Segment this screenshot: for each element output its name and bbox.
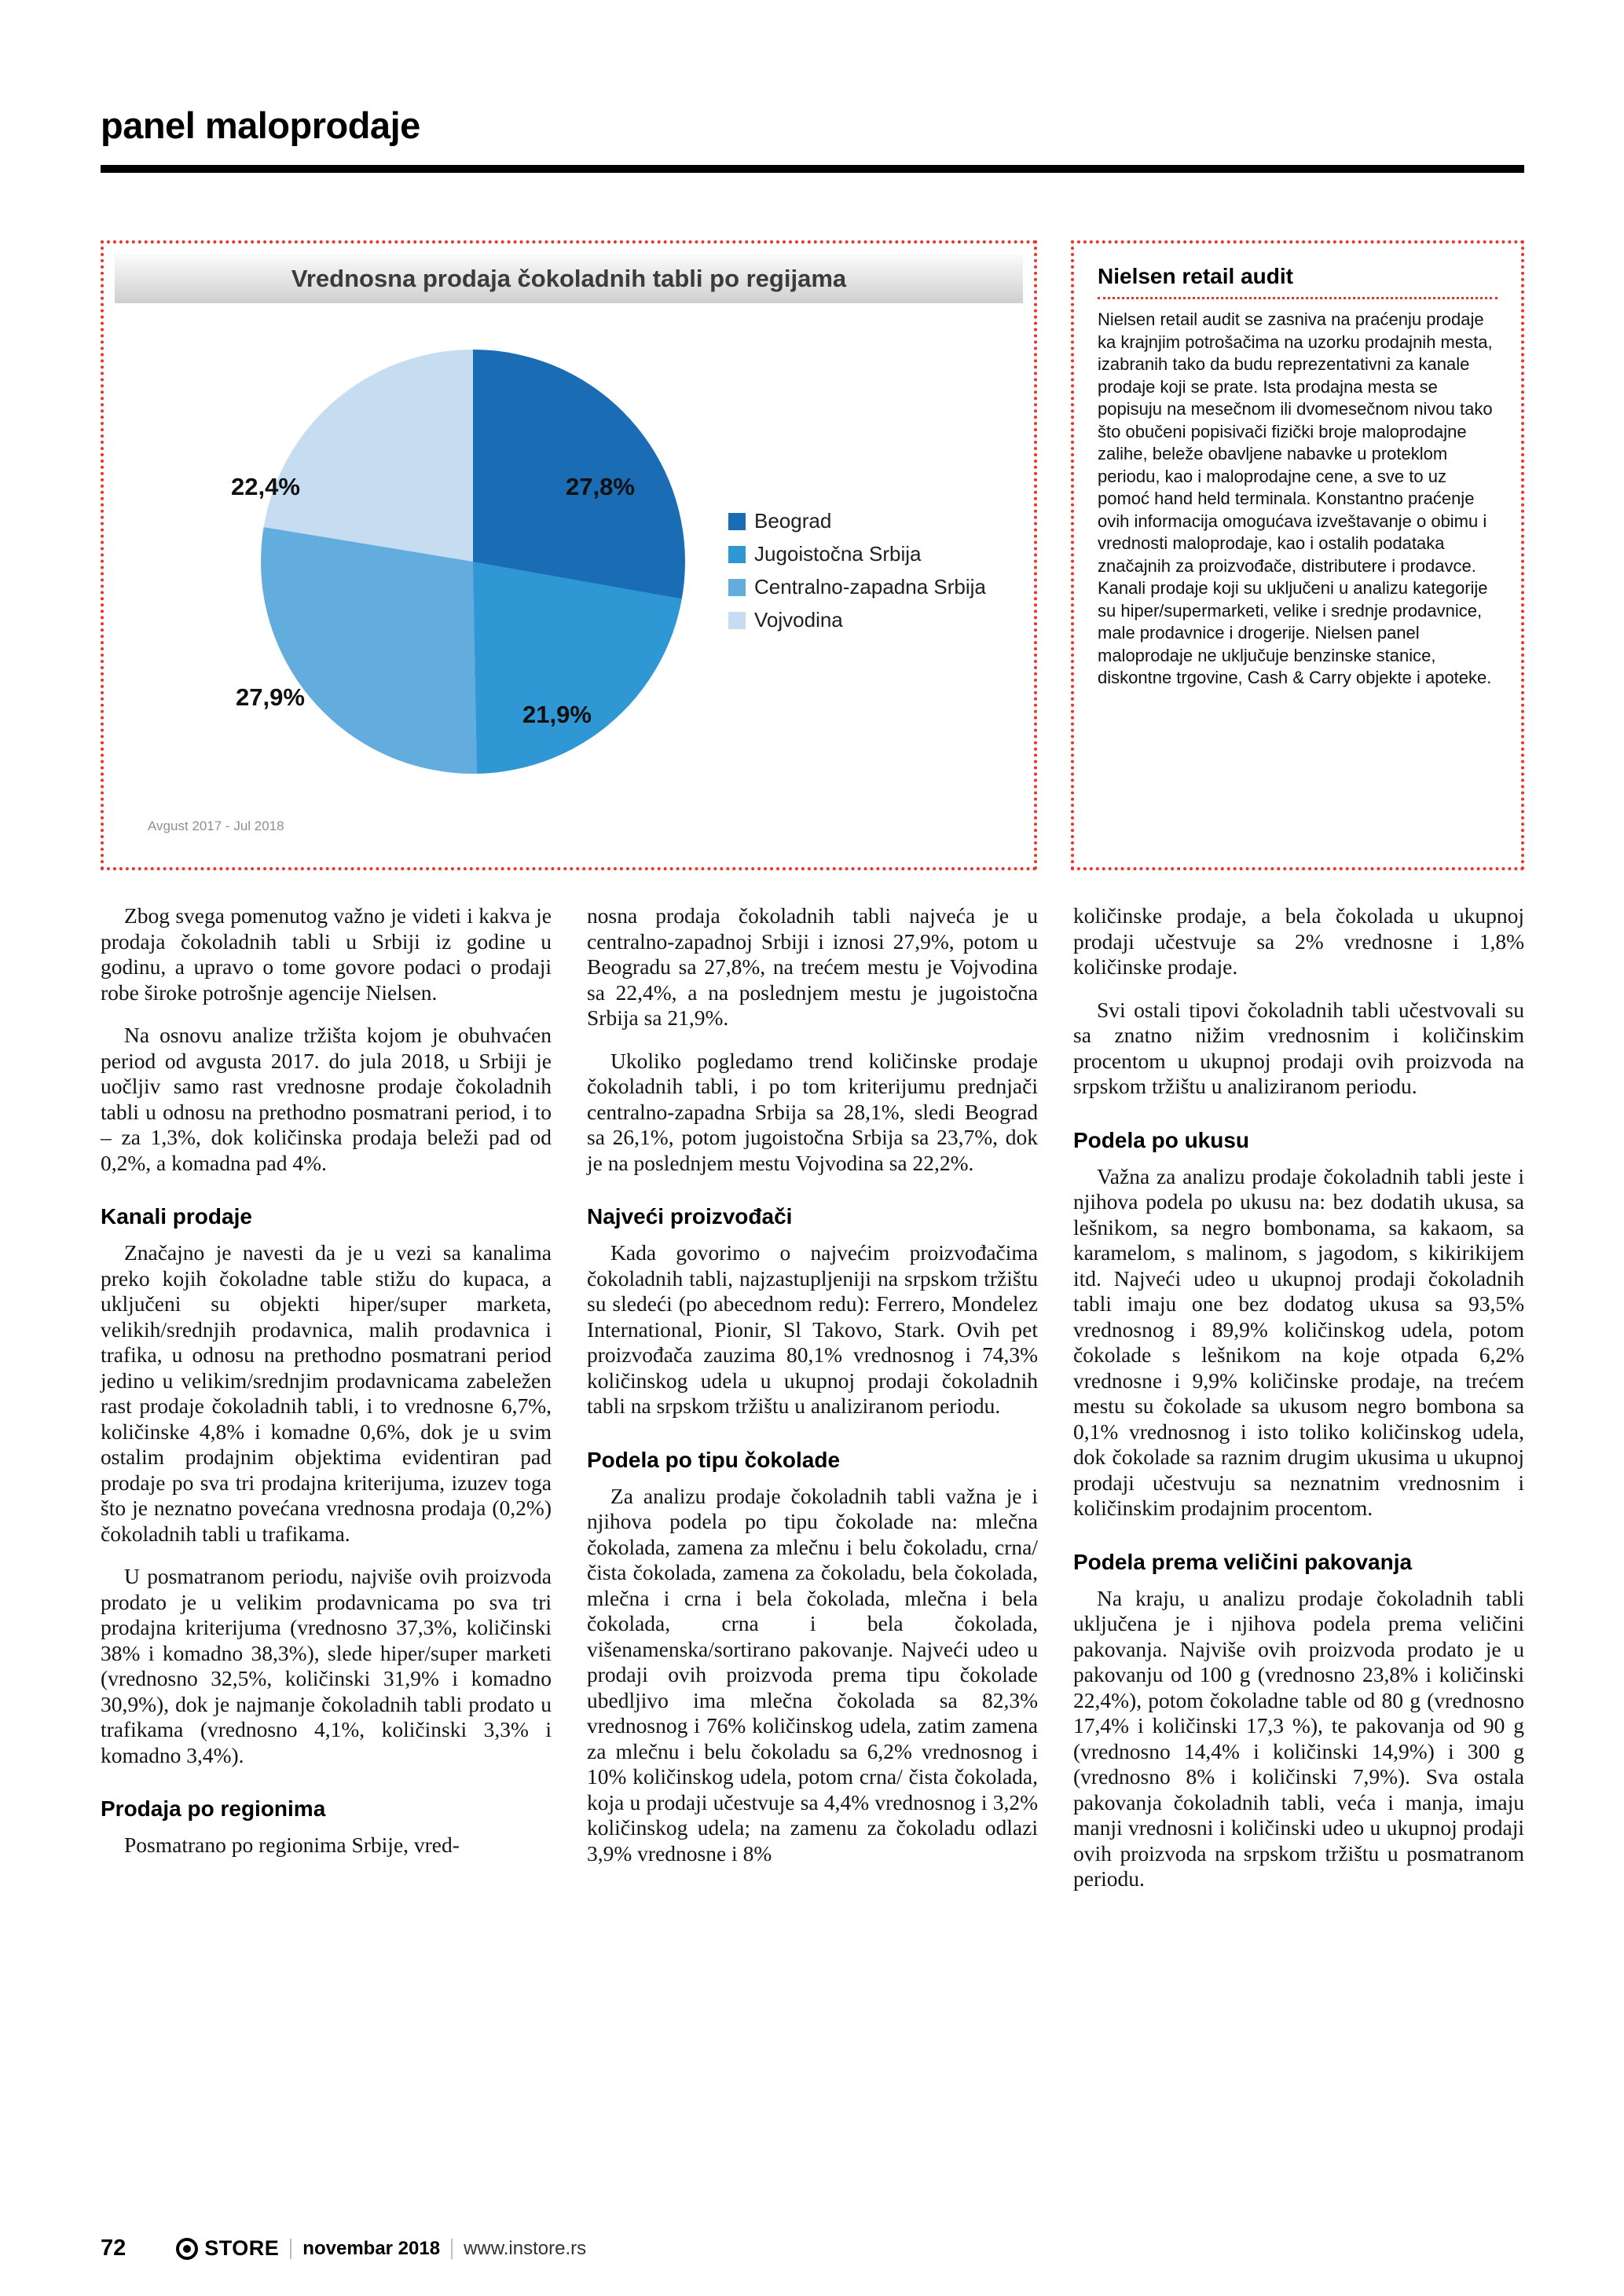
body-paragraph: Svi ostali tipovi čokoladnih tabli učestvovali su sa znatno nižim vrednosnim i količinskim procentom u ukupnoj prodaji ovih proizvoda na srpskom tržištu u analiziranom periodu. [1073,997,1524,1098]
website-url: www.instore.rs [464,2237,587,2259]
legend-swatch [728,612,746,629]
footer-divider [451,2239,453,2259]
legend-label: Centralno-zapadna Srbija [754,575,986,599]
body-paragraph: Na osnovu analize tržišta kojom je obuhvaćen period od avgusta 2017. do jula 2018, u Srbiji je uočljiv samo rast vrednosne prodaje čokoladnih tabli u odnosu na prethodno posmatrani period, i to – za 1,3%, dok količinska prodaja beleži pad od 0,2%, a komadna pad 4%. [101,1023,552,1175]
legend-label: Jugoistočna Srbija [754,542,922,566]
pie-slice-label-vojvodina: 22,4% [231,473,300,500]
pie-slice-label-beograd: 27,8% [566,473,635,500]
page-footer [101,2236,1524,2261]
legend-item-jugoistocna-srbija [728,542,986,566]
legend-item-centralno-zapadna-srbija [728,575,986,599]
legend-label: Vojvodina [754,608,843,632]
issue-date: novembar 2018 [302,2237,441,2259]
legend-swatch [728,513,746,530]
chart-legend [728,509,986,632]
heading-najveci-proizvodjaci: Najveći proizvođači [587,1204,793,1229]
body-paragraph: Posmatrano po regionima Srbije, vred- [124,1833,460,1857]
magazine-brand: STORE [204,2236,280,2260]
legend-swatch [728,546,746,563]
legend-item-beograd [728,509,986,533]
body-paragraph: U posmatranom periodu, najviše ovih proizvoda prodato je u velikim prodavnicama po sva tri prodajna kriterijuma (vrednosno 37,3%, količinski 38% i komadno 38,3%), slede hiper/super marketi (vrednosno 32,5%, količinski 31,9% i komadno 30,9%), dok je najmanje čokoladnih tabli prodato u trafikama (vrednosno 4,1%, količinski 3,3% i komadno 3,4%). [101,1564,552,1767]
heading-podela-po-tipu-cokolade: Podela po tipu čokolade [587,1447,841,1472]
body-column-3 [1073,903,1524,1892]
pie-chart-panel [101,240,1037,870]
pie-slice-label-centralno-zapadna: 27,9% [236,683,305,711]
legend-label: Beograd [754,509,832,533]
page-number: 72 [101,2236,126,2261]
chart-title-band [115,255,1023,303]
instore-logo-icon [176,2238,198,2260]
body-paragraph: količinske prodaje, a bela čokolada u ukupnoj prodaji učestvuje sa 2% vrednosne i 1,8% količinske prodaje. [1073,903,1524,979]
heading-podela-prema-velicini-pakovanja: Podela prema veličini pakovanja [1073,1549,1413,1574]
pie-chart [261,350,685,774]
body-column-2 [587,903,1038,1892]
footer-divider [290,2239,291,2259]
chart-period-caption: Avgust 2017 - Jul 2018 [148,818,284,833]
heading-kanali-prodaje: Kanali prodaje [101,1204,252,1229]
nielsen-paragraph: Kanali prodaje koji su uključeni u analizu kategorije su hiper/supermarketi, velike i srednje prodavnice, male prodavnice i drogerije. Nielsen panel maloprodaje ne uključuje benzinske stanice, diskontne trgovine, Cash & Carry objekte i apoteke. [1098,578,1492,687]
legend-swatch [728,579,746,596]
body-paragraph: Na kraju, u analizu prodaje čokoladnih tabli uključena je i njihova podela prema veličini pakovanja. Najviše ovih proizvoda prodato je u pakovanju od 100 g (vrednosno 23,8% i količinski 22,4%), potom čokoladne table od 80 g (vrednosno 17,4% i količinski 17,3 %), te pakovanja od 90 g (vrednosno 14,4% i količinski 14,9%) i 300 g (vrednosno 8% i količinski 7,9%). Sva ostala pakovanja čokoladnih tabli, veća i manja, imaju manji vrednosni i količinski udeo u ukupnoj prodaji ovih proizvoda na srpskom tržištu u posmatranom periodu. [1073,1585,1524,1891]
body-paragraph: nosna prodaja čokoladnih tabli najveća je u centralno-zapadnoj Srbiji i iznosi 27,9%, potom u Beogradu sa 27,8%, na trećem mestu je Vojvodina sa 22,4%, a na poslednjem mestu je jugoistočna Srbija sa 21,9%. [587,903,1038,1030]
article-body [101,903,1524,1892]
pie-slice-label-jugoistocna: 21,9% [522,701,592,728]
body-paragraph: Zbog svega pomenutog važno je videti i kakva je prodaja čokoladnih tabli u Srbiji iz godine u godinu, a upravo o tome govore podaci o prodaji robe široke potrošnje agencije Nielsen. [101,903,552,1005]
body-column-1 [101,903,552,1892]
page-title: panel maloprodaje [101,104,420,146]
header-divider [101,165,1524,173]
heading-podela-po-ukusu: Podela po ukusu [1073,1127,1250,1152]
chart-title: Vrednosna prodaja čokoladnih tabli po regijama [291,265,847,292]
body-paragraph: Značajno je navesti da je u vezi sa kanalima preko kojih čokoladne table stižu do kupaca, a uključeni su objekti hiper/super marketa, velikih/srednjih prodavnica, malih prodavnica i trafika, u odnosu na prethodno posmatrani period jedino u velikim/srednjim prodavnicama zabeležen rast prodaje čokoladnih tabli, i to vrednosne 6,7%, količinske 4,8% i komadne 0,6%, dok je u svim ostalim prodajnim objektima evidentiran pad prodaje po sva tri prodajna kriterijuma, izuzev toga što je neznatno povećana vrednosna prodaja (0,2%) čokoladnih tabli u trafikama. [101,1240,552,1546]
nielsen-box-title: Nielsen retail audit [1098,264,1498,299]
body-paragraph: Važna za analizu prodaje čokoladnih tabli jeste i njihova podela po ukusu na: bez dodatih ukusa, sa lešnikom, sa negro bombonama, sa kakaom, sa karamelom, s malinom, s jagodom, s kikirikijem itd. Najveći udeo u ukupnoj prodaji čokoladnih tabli imaju one bez dodatog ukusa sa 93,5% vrednosnog i 89,9% količinskog udela, potom čokolade s lešnikom na koje otpada 6,2% vrednosne i 9,9% količinske prodaje, na trećem mestu su čokolade sa ukusom negro bombona sa 0,1% vrednosnog i isto toliko količinskog udela, dok čokolade sa raznim drugim ukusima u ukupnoj prodaji učestvuju sa neznatnim vrednosnim i količinskim prodajnim procentom. [1073,1163,1524,1520]
nielsen-info-box [1071,240,1524,870]
body-paragraph: Za analizu prodaje čokoladnih tabli važna je i njihova podela po tipu čokolade na: mlečna čokolada, zamena za mlečnu i belu čokoladu, crna/čista čokolada, zamena za čokoladu, bela čokolada, mlečna i crna i bela čokolada, mlečna i bela čokolada, crna i bela čokolada, višenamenska/sortirano pakovanje. Najveći udeo u prodaji ovih proizvoda prema tipu čokolade ubedljivo ima mlečna čokolada sa 82,3% vrednosnog i 76% količinskog udela, zatim zamena za mlečnu i belu čokoladu sa 6,2% vrednosnog i 10% količinskog udela, potom crna/ čista čokolada, koja u prodaji učestvuje sa 4,4% vrednosnog i 3,2% količinskog udela; na zamenu za čokoladu odlazi 3,9% vrednosne i 8% [587,1483,1038,1866]
body-paragraph: Kada govorimo o najvećim proizvođačima čokoladnih tabli, najzastupljeniji na srpskom tržištu su sledeći (po abecednom redu): Ferrero, Mondelez International, Pionir, Sl Takovo, Stark. Ovih pet proizvođača zauzima 80,1% vrednosnog i 74,3% količinskog udela u ukupnoj prodaji čokoladnih tabli na srpskom tržištu u analiziranom periodu. [587,1240,1038,1418]
nielsen-paragraph: Nielsen retail audit se zasniva na praćenju prodaje ka krajnjim potrošačima na uzorku prodajnih mesta, izabranih tako da budu reprezentativni za kanale prodaje koji se prate. Ista prodajna mesta se popisuju na mesečnom ili dvomesečnom nivou tako što obučeni popisivači fizički broje maloprodajne zalihe, beleže obavljene nabavke u proteklom periodu, kao i maloprodajne cene, a sve to uz pomoć hand held terminala. Konstantno praćenje ovih informacija omogućava izveštavanje o obimu i vrednosti maloprodaje, kao i ostalih podataka značajnih za proizvođače, distributere i prodavce. [1098,309,1493,576]
legend-item-vojvodina [728,608,986,632]
heading-prodaja-po-regionima: Prodaja po regionima [101,1796,326,1821]
body-paragraph: Ukoliko pogledamo trend količinske prodaje čokoladnih tabli, i po tom kriterijumu prednjači centralno-zapadna Srbija sa 28,1%, sledi Beograd sa 26,1%, potom jugoistočna Srbija sa 23,7%, dok je na poslednjem mestu Vojvodina sa 22,2%. [587,1048,1038,1175]
